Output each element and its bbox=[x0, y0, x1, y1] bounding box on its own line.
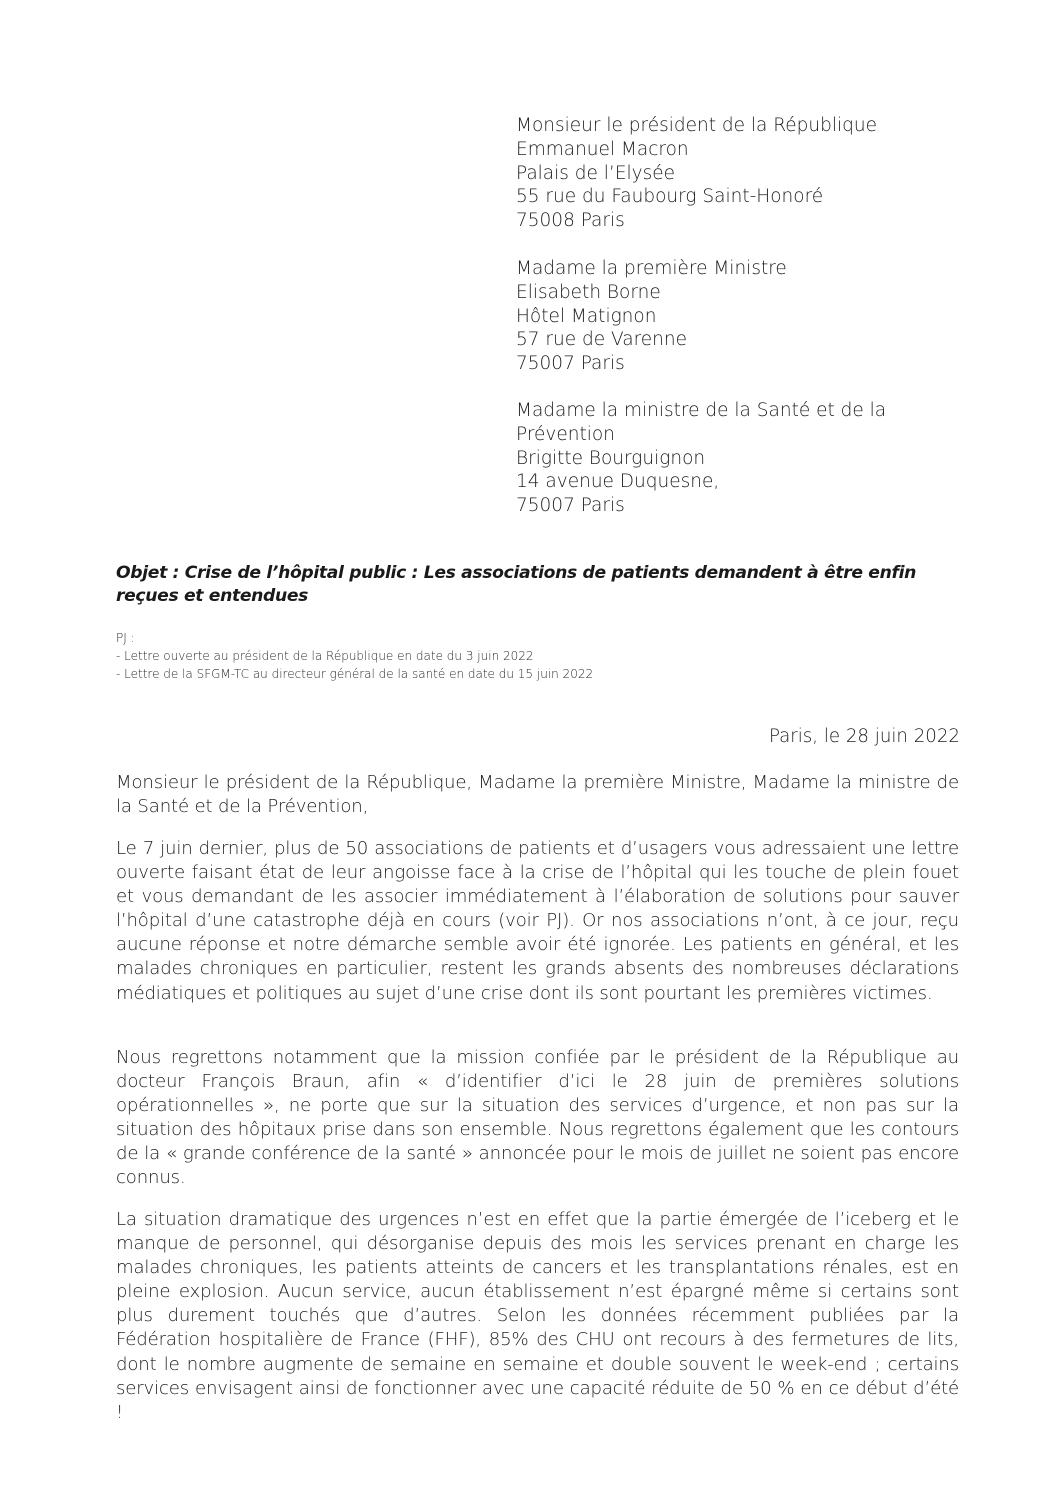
address-line: Emmanuel Macron bbox=[516, 138, 689, 160]
address-line: 14 avenue Duquesne, bbox=[516, 471, 720, 493]
address-line: 55 rue du Faubourg Saint-Honoré bbox=[516, 186, 824, 208]
salutation-paragraph: Monsieur le président de la République, Madame la première Ministre, Madame la ministre de la Santé et de la Prévention, bbox=[116, 772, 959, 818]
recipient-address-prime-minister bbox=[516, 257, 976, 376]
attachment-item: - Lettre ouverte au président de la République en date du 3 juin 2022 bbox=[116, 649, 534, 663]
body-paragraph: Le 7 juin dernier, plus de 50 associations de patients et d’usagers vous adressaient une lettre ouverte faisant état de leur angoisse face à la crise de l’hôpital qui les touche de plein fouet et vous demandant de les associer immédiatement à l’élaboration de solutions pour sauver l’hôpital d’une catastrophe déjà en cours (voir PJ). Or nos associations n’ont, à ce jour, reçu aucune réponse et notre démarche semble avoir été ignorée. Les patients en général, et les malades chroniques en particulier, restent les grands absents des nombreuses déclarations médiatiques et politiques au sujet d’une crise dont ils sont pourtant les premières victimes. bbox=[116, 838, 959, 1004]
address-line: Elisabeth Borne bbox=[516, 281, 661, 303]
letter-date: Paris, le 28 juin 2022 bbox=[768, 726, 960, 747]
recipient-address-president bbox=[516, 114, 976, 233]
address-line: 75008 Paris bbox=[516, 210, 625, 232]
address-line: Brigitte Bourguignon bbox=[516, 447, 706, 469]
address-line: 75007 Paris bbox=[516, 353, 625, 375]
body-paragraph: Nous regrettons notamment que la mission confiée par le président de la République au docteur François Braun, afin « d’identifier d’ici le 28 juin de premières solutions opérationnelles », ne porte que sur la situation des services d’urgence, et non pas sur la situation des hôpitaux prise dans son ensemble. Nous regrettons également que les contours de la « grande conférence de la santé » annoncée pour le mois de juillet ne soient pas encore connus. bbox=[116, 1047, 959, 1189]
body-paragraph: La situation dramatique des urgences n’est en effet que la partie émergée de l’iceberg et le manque de personnel, qui désorganise depuis des mois les services prenant en charge les malades chroniques, les patients atteints de cancers et les transplantations rénales, est en pleine explosion. Aucun service, aucun établissement n’est épargné même si certains sont plus durement touchés que d’autres. Selon les données récemment publiées par la Fédération hospitalière de France (FHF), 85% des CHU ont recours à des fermetures de lits, dont le nombre augmente de semaine en semaine et double souvent le week-end ; certains services envisagent ainsi de fonctionner avec une capacité réduite de 50 % en ce début d’été ! bbox=[116, 1209, 959, 1423]
address-line: 75007 Paris bbox=[516, 495, 625, 517]
address-line: Madame la première Ministre bbox=[516, 258, 787, 279]
address-line: Palais de l’Elysée bbox=[516, 162, 676, 184]
attachments-label: PJ : bbox=[116, 631, 135, 645]
address-line: 57 rue de Varenne bbox=[516, 329, 687, 351]
address-line: Hôtel Matignon bbox=[516, 305, 657, 327]
recipient-address-health-minister bbox=[516, 399, 976, 518]
address-line: Monsieur le président de la République bbox=[516, 115, 877, 136]
letter-subject: Objet : Crise de l’hôpital public : Les associations de patients demandent à être enfin reçues et entendues bbox=[116, 563, 917, 606]
attachment-item: - Lettre de la SFGM-TC au directeur général de la santé en date du 15 juin 2022 bbox=[116, 667, 594, 681]
attachments-list bbox=[116, 629, 966, 683]
address-line: Madame la ministre de la Santé et de la Prévention bbox=[516, 400, 887, 445]
